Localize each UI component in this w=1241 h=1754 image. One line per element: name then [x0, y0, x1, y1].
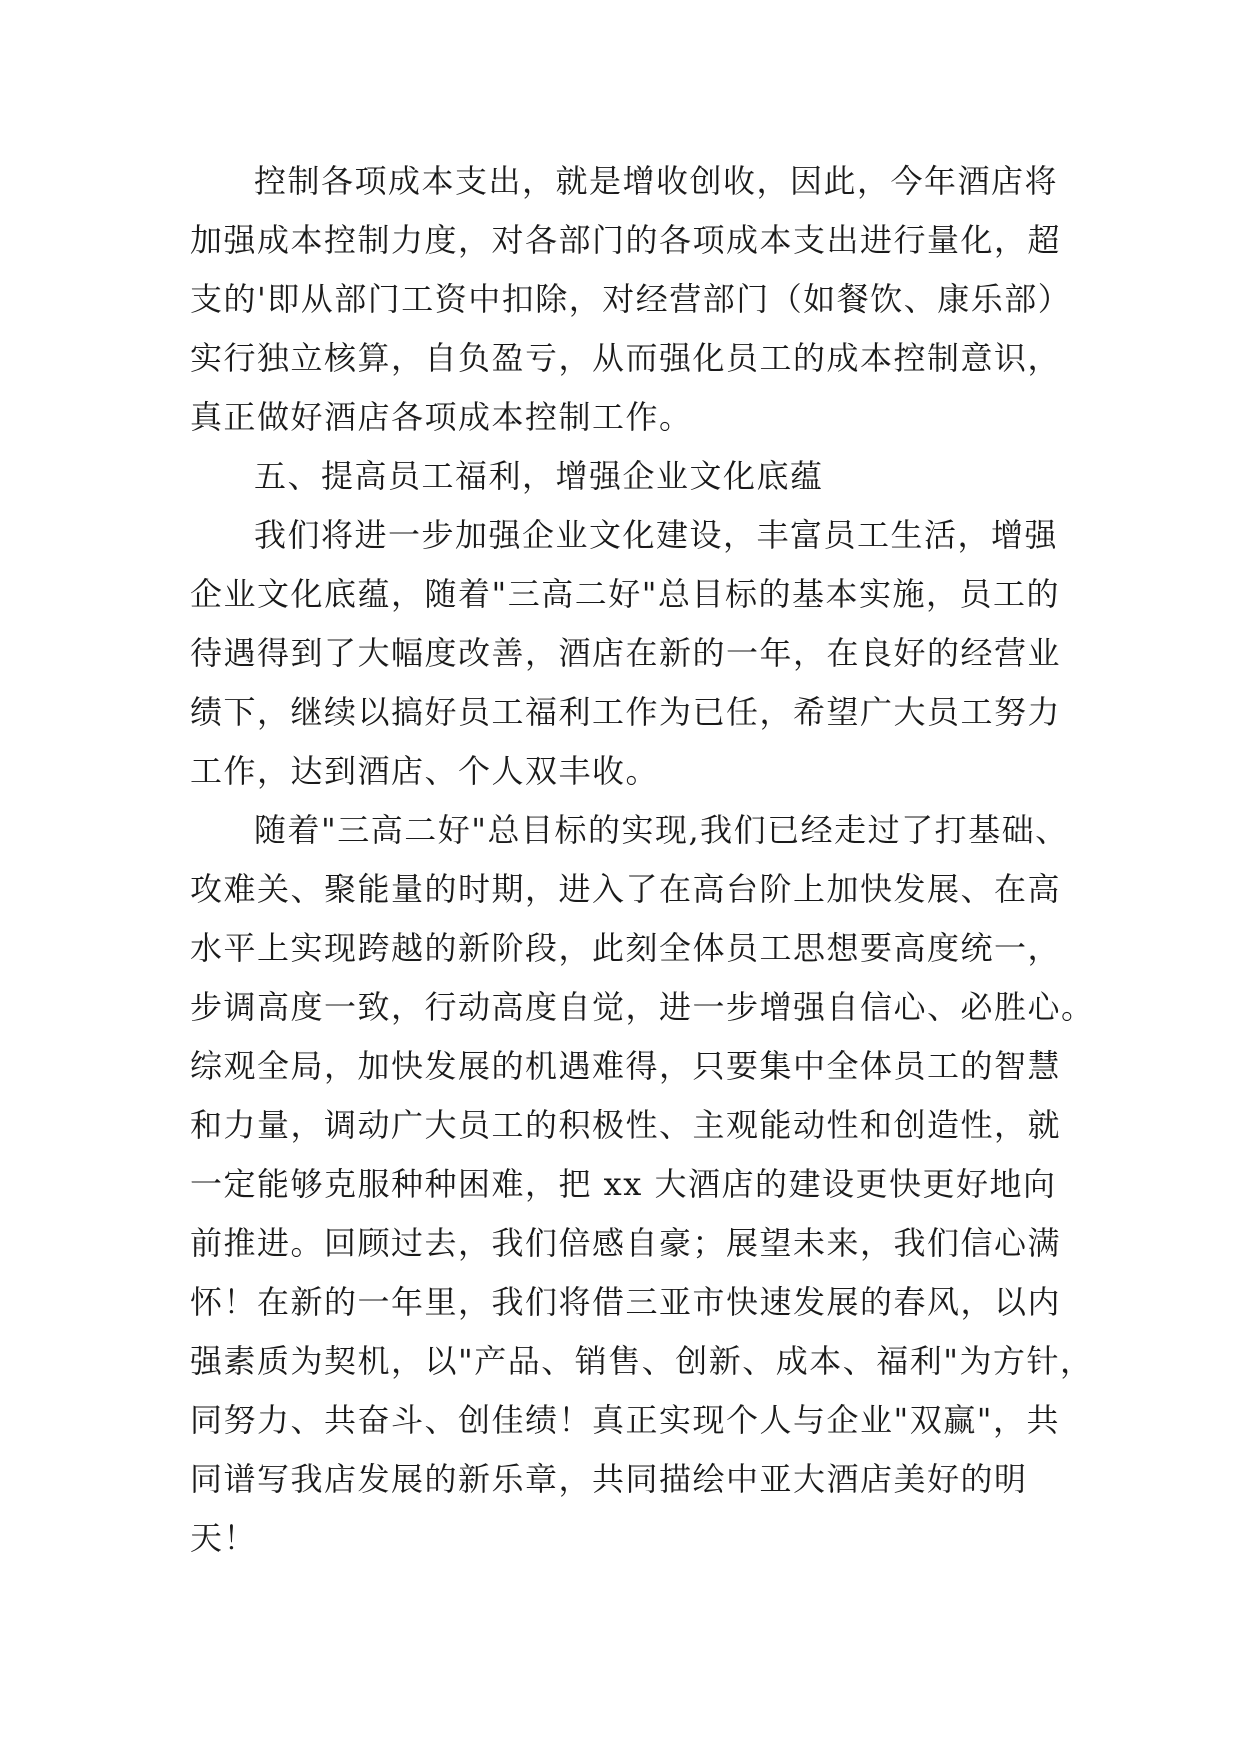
- paragraph-line: 一定能够克服种种困难，把 xx 大酒店的建设更快更好地向: [190, 1165, 1057, 1203]
- document-body: [190, 152, 1095, 1568]
- paragraph-line: 真正做好酒店各项成本控制工作。: [190, 398, 693, 436]
- paragraph-line: 攻难关、聚能量的时期，进入了在高台阶上加快发展、在高: [190, 870, 1062, 908]
- paragraph-line: 实行独立核算，自负盈亏，从而强化员工的成本控制意识，: [190, 339, 1062, 377]
- paragraph-line: 绩下，继续以搞好员工福利工作为已任，希望广大员工努力: [190, 693, 1062, 731]
- paragraph-line: 前推进。回顾过去，我们倍感自豪；展望未来，我们信心满: [190, 1224, 1062, 1262]
- paragraph-line: 工作，达到酒店、个人双丰收。: [190, 752, 660, 790]
- paragraph-line: 企业文化底蕴，随着"三高二好"总目标的基本实施，员工的: [190, 575, 1060, 613]
- paragraph-line: 强素质为契机，以"产品、销售、创新、成本、福利"为方针，: [190, 1342, 1094, 1380]
- paragraph-line: 待遇得到了大幅度改善，酒店在新的一年，在良好的经营业: [190, 634, 1062, 672]
- paragraph-line: 同谱写我店发展的新乐章，共同描绘中亚大酒店美好的明: [190, 1460, 1028, 1498]
- paragraph-line: 步调高度一致，行动高度自觉，进一步增强自信心、必胜心。: [190, 988, 1095, 1026]
- paragraph-line: 天！: [190, 1519, 258, 1557]
- paragraph-line: 控制各项成本支出，就是增收创收，因此，今年酒店将: [254, 162, 1059, 200]
- paragraph-line: 怀！在新的一年里，我们将借三亚市快速发展的春风，以内: [190, 1283, 1062, 1321]
- paragraph-line: 随着"三高二好"总目标的实现,我们已经走过了打基础、: [254, 811, 1069, 849]
- paragraph-line: 和力量，调动广大员工的积极性、主观能动性和创造性，就: [190, 1106, 1062, 1144]
- paragraph-line: 支的'即从部门工资中扣除，对经营部门（如餐饮、康乐部）: [190, 280, 1072, 318]
- paragraph-line: 同努力、共奋斗、创佳绩！真正实现个人与企业"双赢"，共: [190, 1401, 1060, 1439]
- section-heading: 五、提高员工福利，增强企业文化底蕴: [254, 457, 824, 495]
- paragraph-line: 综观全局，加快发展的机遇难得，只要集中全体员工的智慧: [190, 1047, 1062, 1085]
- paragraph-line: 加强成本控制力度，对各部门的各项成本支出进行量化，超: [190, 221, 1062, 259]
- paragraph-line: 我们将进一步加强企业文化建设，丰富员工生活，增强: [254, 516, 1059, 554]
- paragraph-line: 水平上实现跨越的新阶段，此刻全体员工思想要高度统一，: [190, 929, 1062, 967]
